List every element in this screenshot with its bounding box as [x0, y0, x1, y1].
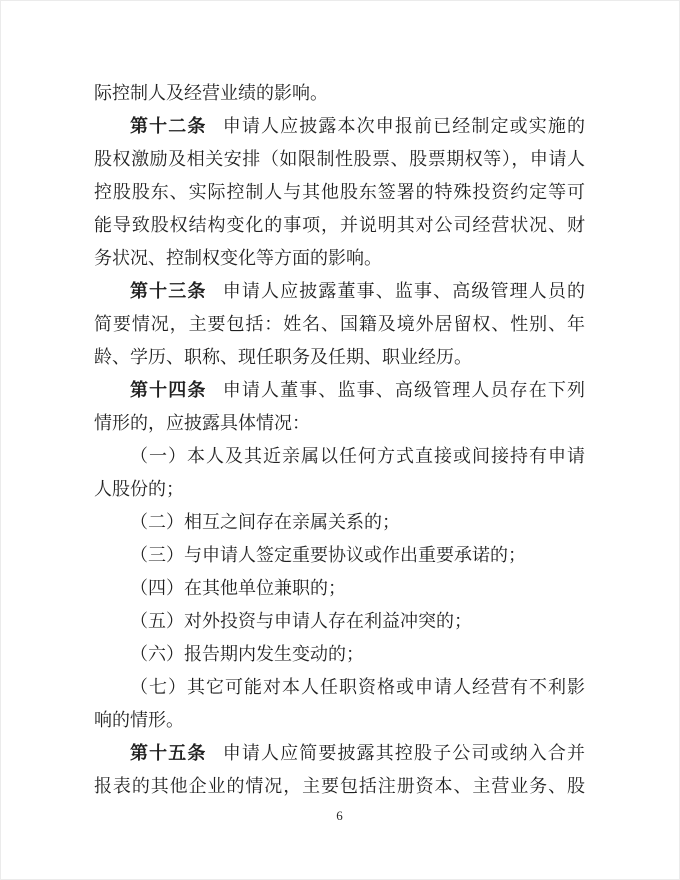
- text-line: 控股股东、实际控制人与其他股东签署的特殊投资约定等可: [94, 182, 585, 202]
- article-number: 第十四条: [130, 380, 207, 400]
- text-line: 情形的，应披露具体情况：: [94, 413, 310, 433]
- text-line: （一）本人及其近亲属以任何方式直接或间接持有申请: [130, 446, 585, 466]
- text-line: [94, 275, 585, 308]
- text-line: （三）与申请人签定重要协议或作出重要承诺的；: [130, 545, 526, 565]
- page-number: 6: [336, 808, 343, 823]
- text-line: 能导致股权结构变化的事项，并说明其对公司经营状况、财: [94, 215, 585, 235]
- text-line-body: 申请人董事、监事、高级管理人员存在下列: [222, 380, 586, 400]
- text-line: （五）对外投资与申请人存在利益冲突的；: [130, 611, 472, 631]
- text-line: [94, 374, 585, 407]
- text-line: 际控制人及经营业绩的影响。: [94, 83, 328, 103]
- text-line-body: 申请人应披露董事、监事、高级管理人员的: [222, 281, 586, 301]
- text-line: （七）其它可能对本人任职资格或申请人经营有不利影: [130, 677, 585, 697]
- text-line-body: 申请人应简要披露其控股子公司或纳入合并: [222, 743, 586, 763]
- article-number: 第十三条: [130, 281, 207, 301]
- text-line: 响的情形。: [94, 710, 184, 730]
- text-line: （四）在其他单位兼职的；: [130, 578, 346, 598]
- text-line: [94, 110, 585, 143]
- text-line: （二）相互之间存在亲属关系的；: [130, 512, 400, 532]
- text-line: [94, 737, 585, 770]
- document-body: [94, 77, 585, 803]
- text-line: 简要情况，主要包括：姓名、国籍及境外居留权、性别、年: [94, 314, 585, 334]
- text-line-body: 申请人应披露本次申报前已经制定或实施的: [222, 116, 586, 136]
- article-number: 第十二条: [130, 116, 207, 136]
- text-line: （六）报告期内发生变动的；: [130, 644, 364, 664]
- text-line: 龄、学历、职称、现任职务及任期、职业经历。: [94, 347, 472, 367]
- text-line: 务状况、控制权变化等方面的影响。: [94, 248, 382, 268]
- text-line: 人股份的；: [94, 479, 184, 499]
- text-line: 股权激励及相关安排（如限制性股票、股票期权等），申请人: [94, 149, 585, 169]
- text-line: 报表的其他企业的情况，主要包括注册资本、主营业务、股: [94, 776, 585, 796]
- article-number: 第十五条: [130, 743, 207, 763]
